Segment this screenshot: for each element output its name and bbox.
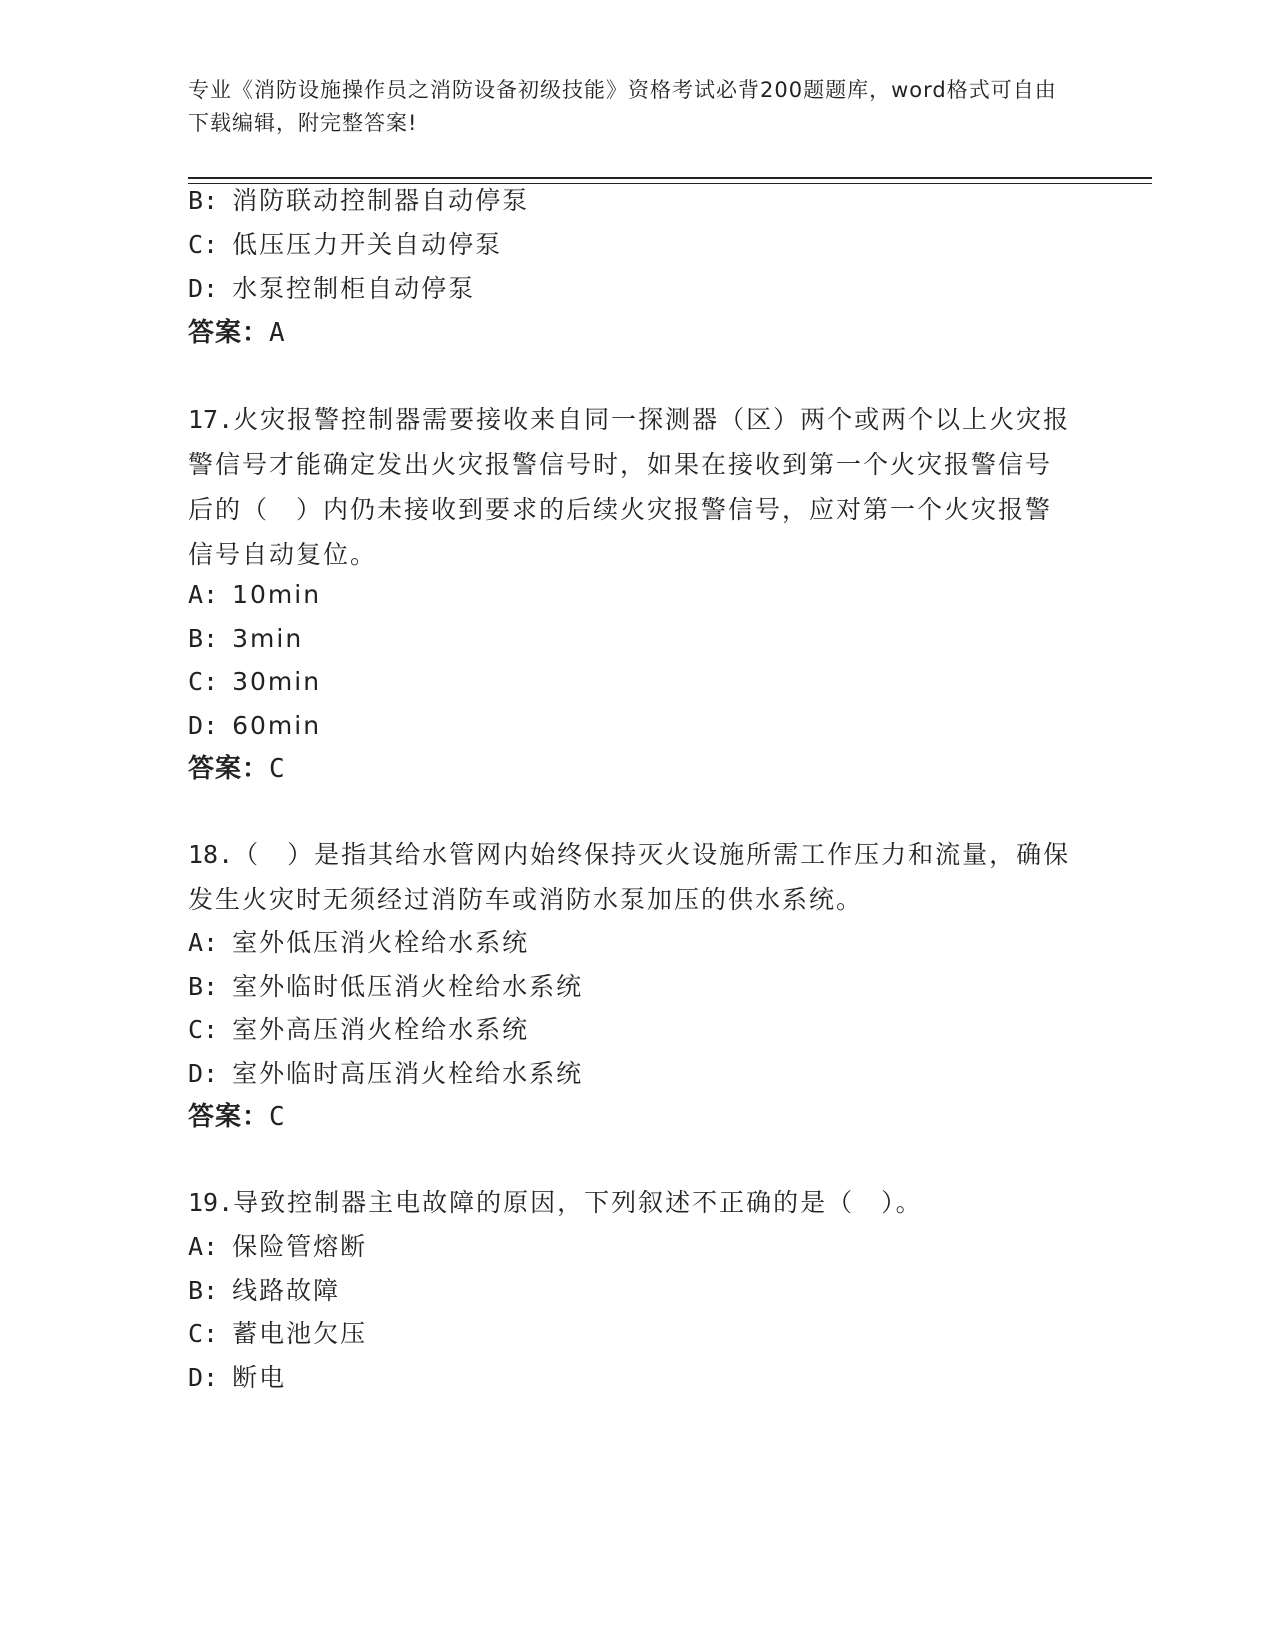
option-text: 低压压力开关自动停泵	[232, 230, 503, 259]
q16-option-b	[188, 186, 529, 216]
option-text: 60min	[232, 711, 322, 740]
q19-option-d	[188, 1363, 286, 1393]
q18-stem	[188, 832, 1078, 922]
q17-option-a	[188, 580, 321, 610]
question-text: 导致控制器主电故障的原因，下列叙述不正确的是（ ）。	[233, 1188, 923, 1217]
header-divider-thick	[188, 177, 1152, 179]
question-text: （ ）是指其给水管网内始终保持灭火设施所需工作压力和流量，确保发生火灾时无须经过消防车或消防水泵加压的供水系统。	[188, 840, 1071, 914]
answer-label: 答案：	[188, 1102, 270, 1132]
option-text: 室外高压消火栓给水系统	[232, 1015, 530, 1044]
q19-stem	[188, 1180, 1078, 1225]
option-text: 室外临时高压消火栓给水系统	[232, 1059, 584, 1088]
document-header: 专业《消防设施操作员之消防设备初级技能》资格考试必背200题题库，word格式可自由下载编辑，附完整答案!	[188, 78, 1057, 135]
option-text: 断电	[232, 1363, 287, 1392]
option-prefix: C:	[188, 230, 219, 259]
option-prefix: D:	[188, 711, 219, 740]
option-text: 消防联动控制器自动停泵	[232, 186, 530, 215]
q18-option-b	[188, 972, 583, 1002]
q19-option-a	[188, 1232, 367, 1262]
q17-option-c	[188, 667, 321, 697]
q19-option-b	[188, 1276, 340, 1306]
option-prefix: C:	[188, 667, 219, 696]
option-prefix: C:	[188, 1015, 219, 1044]
option-text: 蓄电池欠压	[232, 1319, 368, 1348]
option-prefix: D:	[188, 274, 219, 303]
answer-label: 答案：	[188, 318, 270, 348]
option-text: 水泵控制柜自动停泵	[232, 274, 476, 303]
option-text: 线路故障	[232, 1276, 341, 1305]
question-text: 火灾报警控制器需要接收来自同一探测器（区）两个或两个以上火灾报警信号才能确定发出火灾报警信号时，如果在接收到第一个火灾报警信号后的（ ）内仍未接收到要求的后续火灾报警信号，应对第一个火灾报警信号自动复位。	[188, 405, 1071, 569]
question-number: 17.	[188, 405, 234, 434]
option-text: 室外低压消火栓给水系统	[232, 928, 530, 957]
option-text: 30min	[232, 667, 322, 696]
answer-value: A	[269, 318, 286, 348]
q18-option-c	[188, 1015, 529, 1045]
q18-option-a	[188, 928, 529, 958]
q19-option-c	[188, 1319, 367, 1349]
option-prefix: A:	[188, 580, 219, 609]
answer-value: C	[269, 1102, 286, 1132]
q17-option-b	[188, 624, 303, 654]
option-prefix: B:	[188, 624, 219, 653]
option-text: 10min	[232, 580, 322, 609]
option-prefix: B:	[188, 186, 219, 215]
option-prefix: C:	[188, 1319, 219, 1348]
q16-option-c	[188, 230, 502, 260]
answer-value: C	[269, 754, 286, 784]
question-number: 19.	[188, 1188, 234, 1217]
option-prefix: B:	[188, 972, 219, 1001]
option-prefix: A:	[188, 928, 219, 957]
option-text: 3min	[232, 624, 304, 653]
option-prefix: B:	[188, 1276, 219, 1305]
q18-answer	[188, 1102, 286, 1132]
answer-label: 答案：	[188, 754, 270, 784]
option-prefix: A:	[188, 1232, 219, 1261]
q17-option-d	[188, 711, 321, 741]
option-text: 室外临时低压消火栓给水系统	[232, 972, 584, 1001]
q16-answer	[188, 318, 286, 348]
option-text: 保险管熔断	[232, 1232, 368, 1261]
header-divider-thin	[188, 183, 1152, 184]
question-number: 18.	[188, 840, 234, 869]
q17-answer	[188, 754, 286, 784]
q17-stem	[188, 397, 1078, 577]
option-prefix: D:	[188, 1059, 219, 1088]
q16-option-d	[188, 274, 475, 304]
option-prefix: D:	[188, 1363, 219, 1392]
q18-option-d	[188, 1059, 583, 1089]
